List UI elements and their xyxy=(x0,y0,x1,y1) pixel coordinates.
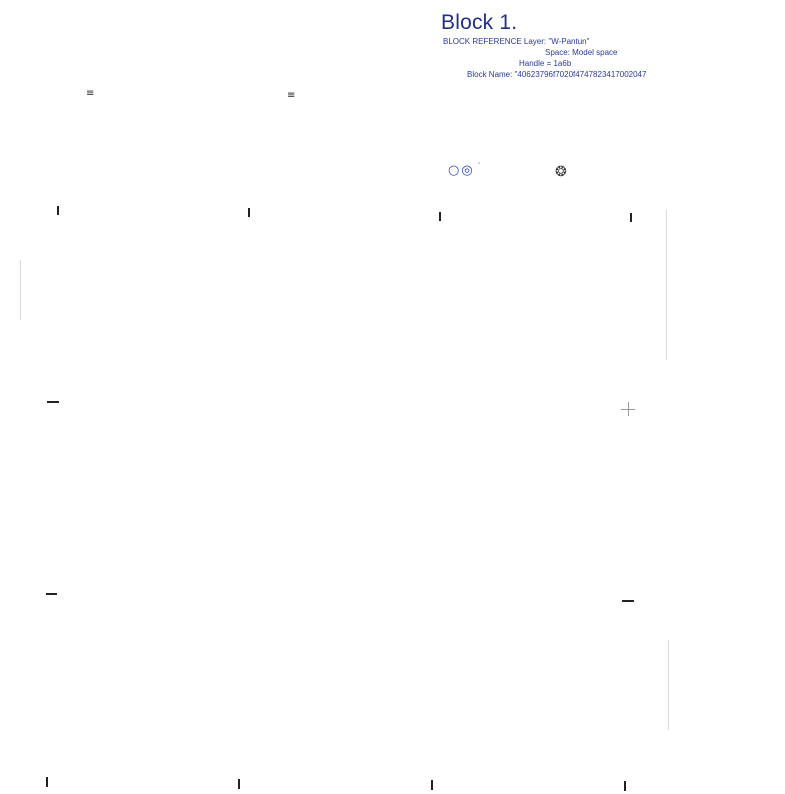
grid-tick xyxy=(248,208,250,217)
faint-line xyxy=(668,640,669,730)
grip-glyph-right[interactable]: ≡ xyxy=(287,90,296,101)
faint-line xyxy=(20,260,21,320)
tick-icon[interactable]: ´ xyxy=(476,162,481,171)
block-handle-line: Handle = 1a6b xyxy=(519,59,572,68)
block-reference-line: BLOCK REFERENCE Layer: "W-Pantun" xyxy=(443,37,590,46)
block-name-line: Block Name: "40623796f7020f4747823417002047 xyxy=(467,70,647,79)
block-info-panel xyxy=(441,10,781,80)
grid-tick xyxy=(46,777,48,787)
grid-dash xyxy=(47,401,59,403)
grid-cross xyxy=(628,402,629,416)
pin-icon[interactable]: ❂ xyxy=(555,164,567,180)
grid-tick xyxy=(624,781,626,791)
grid-tick xyxy=(57,206,59,215)
grid-tick xyxy=(431,780,433,790)
grid-tick xyxy=(630,213,632,222)
grid-dash xyxy=(622,600,634,602)
target-icon[interactable]: ◎ xyxy=(461,163,473,178)
block-title: Block 1. xyxy=(441,11,518,34)
grid-dash xyxy=(46,593,57,595)
faint-line xyxy=(666,210,667,360)
grip-glyph-left[interactable]: ≡ xyxy=(86,88,95,99)
block-space-line: Space: Model space xyxy=(545,48,618,57)
grid-tick xyxy=(238,779,240,789)
circle-icon[interactable]: ○ xyxy=(448,163,460,178)
grip-toolbar xyxy=(448,164,481,178)
grid-tick xyxy=(439,212,441,221)
